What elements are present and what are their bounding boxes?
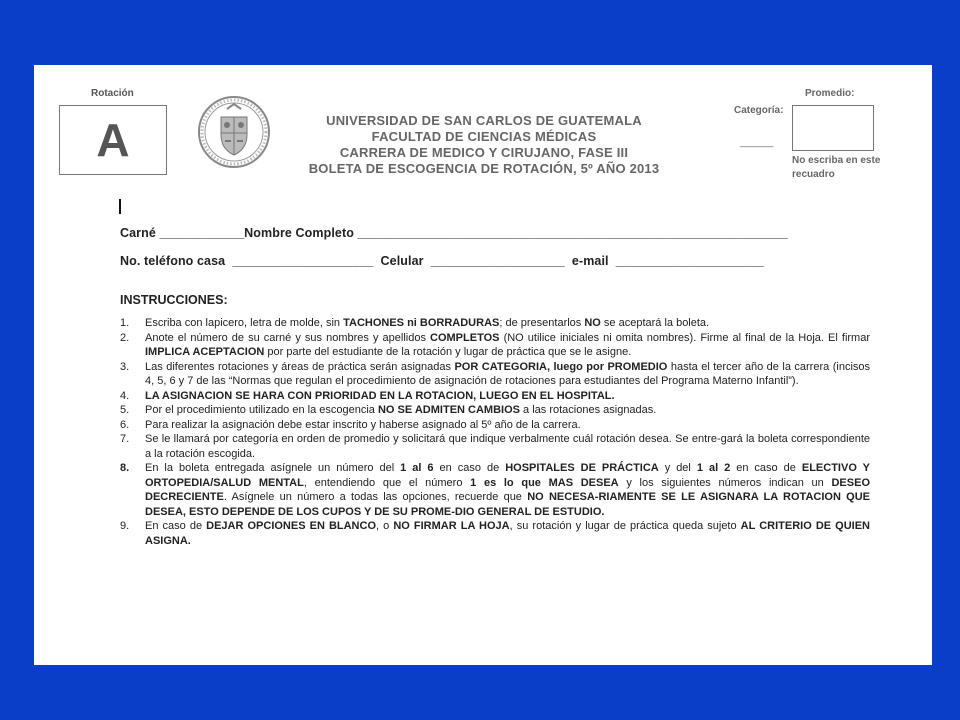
instruction-text: POR CATEGORIA, luego por PROMEDIO <box>454 360 668 373</box>
instruction-item <box>120 418 870 433</box>
instruction-number: 5. <box>120 404 130 416</box>
instruction-text: En caso de <box>145 520 207 532</box>
instruction-text: 1 al 6 <box>400 462 434 474</box>
title-line: CARRERA DE MEDICO Y CIRUJANO, FASE III <box>339 145 629 160</box>
instruction-text: DEJAR OPCIONES EN BLANCO <box>206 520 377 532</box>
instruction-text: ELECTIVO Y ORTOPEDIA/SALUD MENTAL <box>145 462 870 489</box>
average-box <box>792 105 874 151</box>
instruction-text: DESEO DECRECIENTE <box>145 476 870 503</box>
instruction-item <box>120 316 870 331</box>
instruction-text: . Asígnele un número a todas las opciones, recuerde que <box>223 491 528 503</box>
instruction-text: IMPLICA ACEPTACION <box>145 346 265 358</box>
instruction-number: 1. <box>120 317 130 329</box>
text-cursor <box>119 199 121 214</box>
instruction-text: en caso de <box>433 462 506 474</box>
instruction-text: ; de presentarlos <box>499 317 585 329</box>
instruction-text: Las diferentes rotaciones y áreas de práctica serán asignadas <box>145 360 455 373</box>
instruction-text: Para realizar la asignación debe estar inscrito y haberse asignado al 5º año de la carrera. <box>145 418 581 431</box>
instruction-text: NO NECESA-RIAMENTE SE LE ASIGNARA LA ROTACION QUE DESEA, ESTO DEPENDE DE LOS CUPOS Y DE SU PROME-DIO GENERAL DE ESTUDIO. <box>145 491 871 518</box>
university-seal-icon <box>197 95 271 169</box>
instruction-text: Por el procedimiento utilizado en la escogencia <box>145 404 378 416</box>
instruction-text: AL CRITERIO DE QUIEN ASIGNA. <box>145 520 871 547</box>
instruction-text: En la boleta entregada asígnele un número del <box>145 462 401 474</box>
instruction-text: y del <box>658 462 697 474</box>
instruction-text: 1 es lo que MAS DESEA <box>470 476 619 489</box>
title-line: FACULTAD DE CIENCIAS MÉDICAS <box>371 129 597 144</box>
rotation-letter: A <box>96 114 130 166</box>
instruction-text: a las rotaciones asignadas. <box>519 404 657 416</box>
instruction-number: 9. <box>120 520 130 532</box>
instruction-text: (NO utilice iniciales ni omita nombres). Firme al final de la Hoja. El firmar <box>499 331 870 344</box>
instruction-text: HOSPITALES DE PRÁCTICA <box>505 462 659 474</box>
instruction-text: LA ASIGNACION SE HARA CON PRIORIDAD EN LA ROTACION, LUEGO EN EL HOSPITAL. <box>145 389 615 402</box>
instruction-text: 1 al 2 <box>696 462 731 474</box>
instruction-text: TACHONES ni BORRADURAS <box>343 317 500 329</box>
carne-name-field: Carné ____________Nombre Completo _____________________________________________________________ <box>120 226 788 240</box>
instruction-text: se aceptará la boleta. <box>600 317 710 329</box>
instruction-number: 3. <box>120 360 130 373</box>
instruction-number: 7. <box>120 433 130 445</box>
form-page <box>34 65 932 665</box>
instruction-item <box>120 461 870 519</box>
instruction-text: Se le llamará por categoría en orden de promedio y solicitará que indique verbalmente cuál rotación desea. Se entre-gará la boleta correspondiente a la rotación escogida. <box>145 433 870 460</box>
instruction-text: NO SE ADMITEN CAMBIOS <box>377 404 520 416</box>
instruction-item <box>120 519 870 548</box>
instruction-item <box>120 432 870 461</box>
rotation-label: Rotación <box>91 88 134 99</box>
phone-email-field: No. teléfono casa ____________________ Celular ___________________ e-mail _____________________ <box>120 254 764 268</box>
instruction-text: NO FIRMAR LA HOJA <box>393 520 510 532</box>
instruction-text: en caso de <box>730 462 802 474</box>
instruction-text: , entendiendo que el número <box>303 476 471 489</box>
box-note: No escriba en este recuadro <box>792 155 881 180</box>
instruction-number: 6. <box>120 418 130 431</box>
instruction-text: por parte del estudiante de la rotación y lugar de práctica que se le asigne. <box>264 346 632 358</box>
instruction-text: hasta el tercer año de la carrera (incisos 4, 5, 6 y 7 de las “Normas que regulan el procedimiento de asignación de rotaciones para estudiantes del Programa Materno Infantil”). <box>145 360 871 387</box>
instruction-text: Escriba con lapicero, letra de molde, sin <box>145 317 344 329</box>
category-blank: ______ <box>740 137 774 148</box>
instruction-text: y los siguientes números indican un <box>618 476 832 489</box>
instruction-text: NO <box>584 317 601 329</box>
title-line: UNIVERSIDAD DE SAN CARLOS DE GUATEMALA <box>326 113 642 128</box>
instructions-list <box>120 316 870 548</box>
instruction-number: 2. <box>120 331 130 344</box>
instruction-text: , o <box>376 520 394 532</box>
title-line: BOLETA DE ESCOGENCIA DE ROTACIÓN, 5º AÑO 2013 <box>308 161 660 176</box>
instruction-text: , su rotación y lugar de práctica queda sujeto <box>509 520 741 532</box>
form-title <box>274 113 694 177</box>
instruction-item <box>120 403 870 418</box>
instruction-number: 8. <box>120 462 130 474</box>
instruction-item <box>120 331 870 360</box>
instruction-item <box>120 389 870 404</box>
instruction-text: COMPLETOS <box>430 331 500 344</box>
instruction-item <box>120 360 870 389</box>
category-label: Categoría: <box>734 105 784 116</box>
instruction-number: 4. <box>120 389 130 402</box>
average-label: Promedio: <box>805 88 855 99</box>
instruction-text: Anote el número de su carné y sus nombres y apellidos <box>145 331 431 344</box>
rotation-box <box>59 105 167 175</box>
instructions-heading: INSTRUCCIONES: <box>120 293 228 307</box>
